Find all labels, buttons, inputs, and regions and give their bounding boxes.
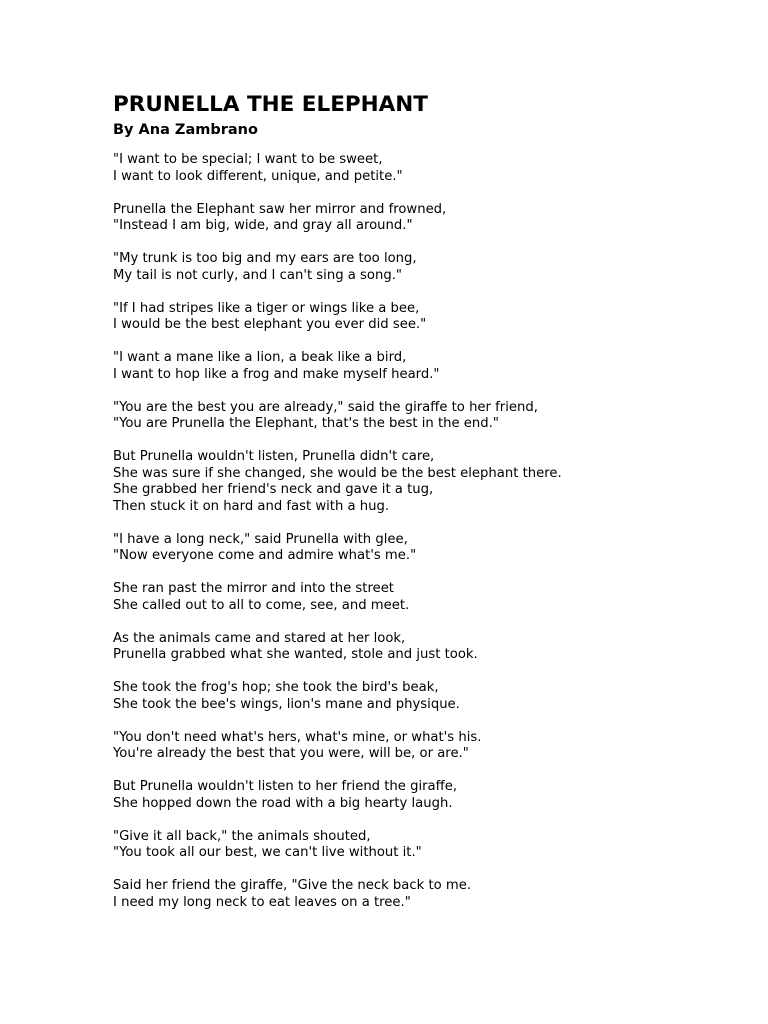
poem-line: "If I had stripes like a tiger or wings like a bee, bbox=[113, 300, 420, 316]
poem-line: She was sure if she changed, she would be the best elephant there. bbox=[113, 465, 562, 481]
poem-line: She called out to all to come, see, and meet. bbox=[113, 597, 410, 613]
poem-line: You're already the best that you were, will be, or are." bbox=[113, 746, 469, 761]
poem-line: She grabbed her friend's neck and gave it a tug, bbox=[113, 482, 434, 497]
poem-line: I need my long neck to eat leaves on a tree." bbox=[113, 894, 411, 910]
poem-line: Said her friend the giraffe, "Give the neck back to me. bbox=[113, 878, 472, 893]
document-author: By Ana Zambrano bbox=[113, 122, 258, 138]
poem-stanza bbox=[113, 400, 733, 433]
poem-line: She ran past the mirror and into the street bbox=[113, 581, 394, 596]
poem-stanza bbox=[113, 730, 733, 763]
poem-line: I want to look different, unique, and petite." bbox=[113, 168, 403, 184]
poem-line: "My trunk is too big and my ears are too long, bbox=[113, 251, 417, 266]
poem-line: "I want to be special; I want to be sweet, bbox=[113, 152, 383, 167]
poem-line: "Instead I am big, wide, and gray all around." bbox=[113, 218, 413, 233]
poem-stanza bbox=[113, 878, 733, 911]
poem-line: But Prunella wouldn't listen, Prunella didn't care, bbox=[113, 449, 435, 464]
poem-body bbox=[113, 152, 733, 911]
poem-line: "I have a long neck," said Prunella with glee, bbox=[113, 531, 408, 547]
document-page bbox=[113, 90, 733, 928]
document-title: PRUNELLA THE ELEPHANT bbox=[113, 92, 428, 117]
poem-line: "Give it all back," the animals shouted, bbox=[113, 828, 371, 844]
poem-stanza bbox=[113, 532, 733, 565]
poem-line: She hopped down the road with a big hearty laugh. bbox=[113, 795, 453, 811]
poem-line: But Prunella wouldn't listen to her friend the giraffe, bbox=[113, 779, 458, 794]
poem-line: "You don't need what's hers, what's mine, or what's his. bbox=[113, 729, 482, 745]
poem-line: My tail is not curly, and I can't sing a song." bbox=[113, 267, 402, 283]
poem-line: "You took all our best, we can't live without it." bbox=[113, 845, 422, 860]
poem-stanza bbox=[113, 152, 733, 185]
poem-stanza bbox=[113, 202, 733, 235]
poem-line: I want to hop like a frog and make myself heard." bbox=[113, 366, 440, 382]
poem-line: Prunella the Elephant saw her mirror and frowned, bbox=[113, 201, 447, 217]
poem-line: "I want a mane like a lion, a beak like a bird, bbox=[113, 350, 407, 365]
poem-line: As the animals came and stared at her look, bbox=[113, 630, 406, 646]
poem-stanza bbox=[113, 631, 733, 664]
poem-stanza bbox=[113, 301, 733, 334]
poem-line: "You are the best you are already," said the giraffe to her friend, bbox=[113, 399, 538, 415]
poem-line: Prunella grabbed what she wanted, stole and just took. bbox=[113, 647, 478, 662]
poem-line: "Now everyone come and admire what's me." bbox=[113, 548, 417, 563]
poem-stanza bbox=[113, 251, 733, 284]
poem-line: Then stuck it on hard and fast with a hug. bbox=[113, 498, 390, 514]
poem-line: She took the frog's hop; she took the bird's beak, bbox=[113, 680, 439, 695]
poem-line: I would be the best elephant you ever did see." bbox=[113, 317, 427, 332]
poem-line: "You are Prunella the Elephant, that's the best in the end." bbox=[113, 416, 499, 431]
poem-stanza bbox=[113, 449, 733, 515]
poem-stanza bbox=[113, 350, 733, 383]
poem-stanza bbox=[113, 829, 733, 862]
poem-stanza bbox=[113, 779, 733, 812]
poem-stanza bbox=[113, 680, 733, 713]
poem-stanza bbox=[113, 581, 733, 614]
poem-line: She took the bee's wings, lion's mane and physique. bbox=[113, 696, 460, 712]
